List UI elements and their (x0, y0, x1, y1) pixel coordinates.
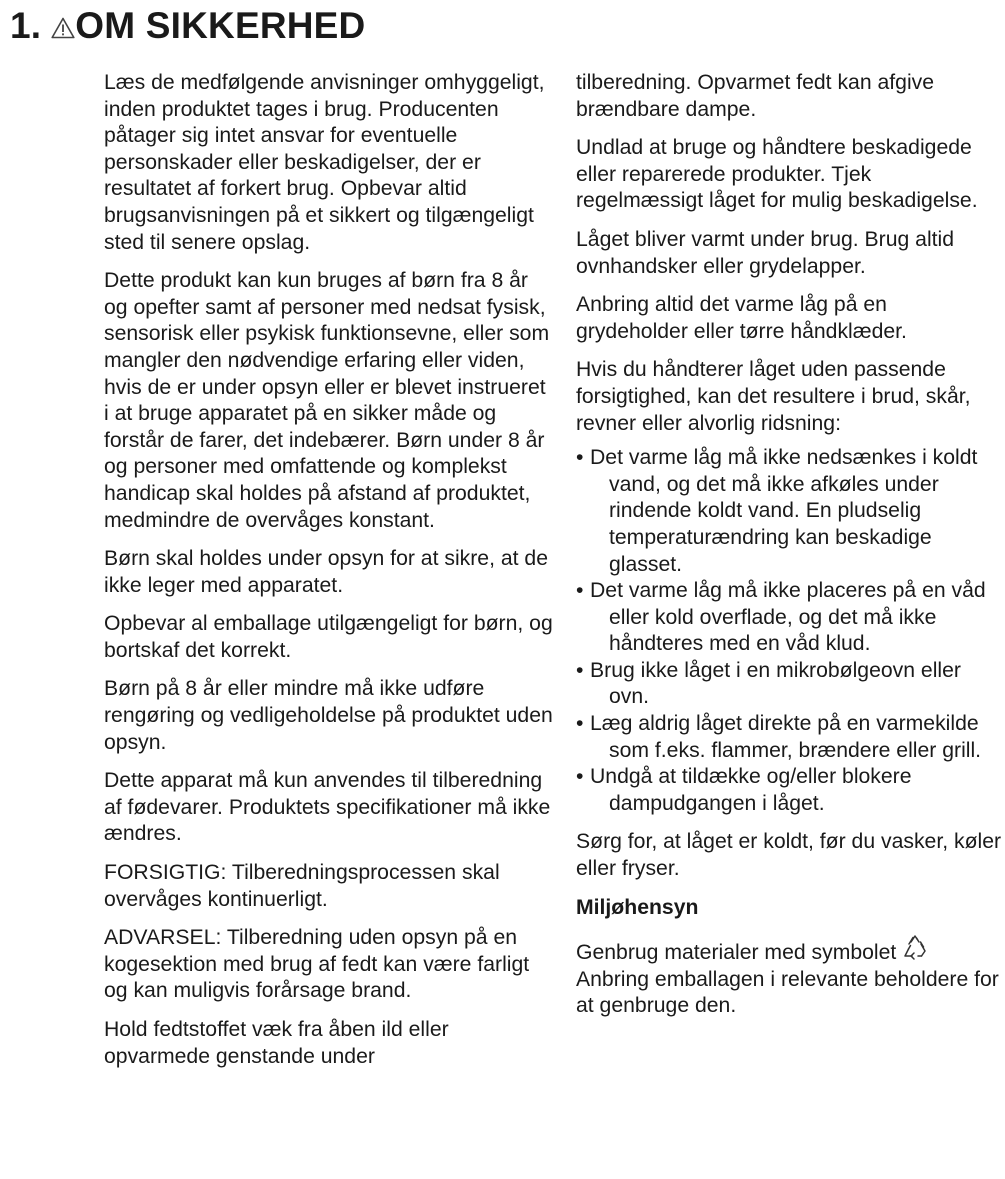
environment-heading: Miljøhensyn (576, 895, 699, 919)
paragraph-lid-hot: Låget bliver varmt under brug. Brug altid ovnhandsker eller grydelapper. (576, 227, 955, 278)
recycle-text: Genbrug materialer med symbolet (576, 941, 897, 965)
section-heading (10, 2, 365, 50)
bullet-marker: • (576, 658, 584, 682)
paragraph-environment (576, 933, 1004, 1020)
paragraph-food-only: Dette apparat må kun anvendes til tilberedning af fødevarer. Produktets specifikationer må ikke ændres. (104, 769, 551, 846)
list-item: • Det varme låg må ikke nedsænkes i koldt vand, og det må ikke afkøles under rindende koldt vand. En pludselig temperaturændring kan beskadige glasset. (576, 446, 978, 576)
packaging-text: Anbring emballagen i relevante beholdere for at genbruge den. (576, 967, 999, 1018)
list-item: • Brug ikke låget i en mikrobølgeovn eller ovn. (576, 658, 961, 709)
paragraph-supervise-children: Børn skal holdes under opsyn for at sikre, at de ikke leger med apparatet. (104, 547, 548, 597)
bullet-marker: • (576, 712, 584, 736)
paragraph-place-lid: Anbring altid det varme låg på en grydeholder eller tørre håndklæder. (576, 293, 907, 343)
section-number: 1. (10, 5, 42, 46)
recycle-icon (900, 933, 930, 963)
paragraph-handling-risk: Hvis du håndterer låget uden passende forsigtighed, kan det resultere i brud, skår, revner eller alvorlig ridsning: (576, 358, 971, 435)
paragraph-lid-cold: Sørg for, at låget er koldt, før du vasker, køler eller fryser. (576, 830, 1002, 881)
list-item: • Læg aldrig låget direkte på en varmekilde som f.eks. flammer, brændere eller grill. (576, 712, 982, 762)
paragraph-keep-fat-away: Hold fedtstoffet væk fra åben ild eller opvarmede genstande under (104, 1018, 449, 1068)
bullet-marker: • (576, 446, 584, 470)
paragraph-children-usage: Dette produkt kan kun bruges af børn fra 8 år og opefter samt af personer med nedsat fysisk, sensorisk eller psykisk funktionsevne, eller som mangler den nødvendige erfaring eller viden, hvis de er under opsyn eller er blevet instrueret i at bruge apparatet på en sikker måde og forstår de farer, det indebærer. Børn under 8 år og personer med omfattende og komplekst handicap skal holdes på afstand af produktet, medmindre de overvåges konstant. (104, 269, 550, 532)
paragraph-cleaning: Børn på 8 år eller mindre må ikke udføre rengøring og vedligeholdelse på produktet uden opsyn. (104, 677, 553, 754)
left-column (104, 70, 554, 1082)
bullet-marker: • (576, 765, 584, 789)
list-item: • Undgå at tildække og/eller blokere dampudgangen i låget. (576, 765, 912, 815)
bullet-list (576, 445, 1004, 817)
paragraph-packaging: Opbevar al emballage utilgængeligt for børn, og bortskaf det korrekt. (104, 612, 553, 662)
paragraph-warning: ADVARSEL: Tilberedning uden opsyn på en kogesektion med brug af fedt kan være farligt og kan muligvis forårsage brand. (104, 926, 530, 1003)
right-column (576, 70, 1004, 1032)
paragraph-read-instructions: Læs de medfølgende anvisninger omhyggeligt, inden produktet tages i brug. Producenten påtager sig intet ansvar for eventuelle personskader eller beskadigelser, der er resultatet af forkert brug. Opbevar altid brugsanvisningen på et sikkert og tilgængeligt sted til senere opslag. (104, 71, 545, 254)
warning-triangle-icon (51, 17, 75, 39)
section-title: OM SIKKERHED (75, 5, 366, 46)
list-item: • Det varme låg må ikke placeres på en våd eller kold overflade, og det må ikke håndteres med en våd klud. (576, 579, 986, 656)
paragraph-caution: FORSIGTIG: Tilberedningsprocessen skal overvåges kontinuerligt. (104, 861, 500, 911)
paragraph-damaged-products: Undlad at bruge og håndtere beskadigede eller reparerede produkter. Tjek regelmæssigt låget for mulig beskadigelse. (576, 136, 978, 213)
bullet-marker: • (576, 579, 584, 603)
paragraph-continuation: tilberedning. Opvarmet fedt kan afgive brændbare dampe. (576, 71, 935, 121)
